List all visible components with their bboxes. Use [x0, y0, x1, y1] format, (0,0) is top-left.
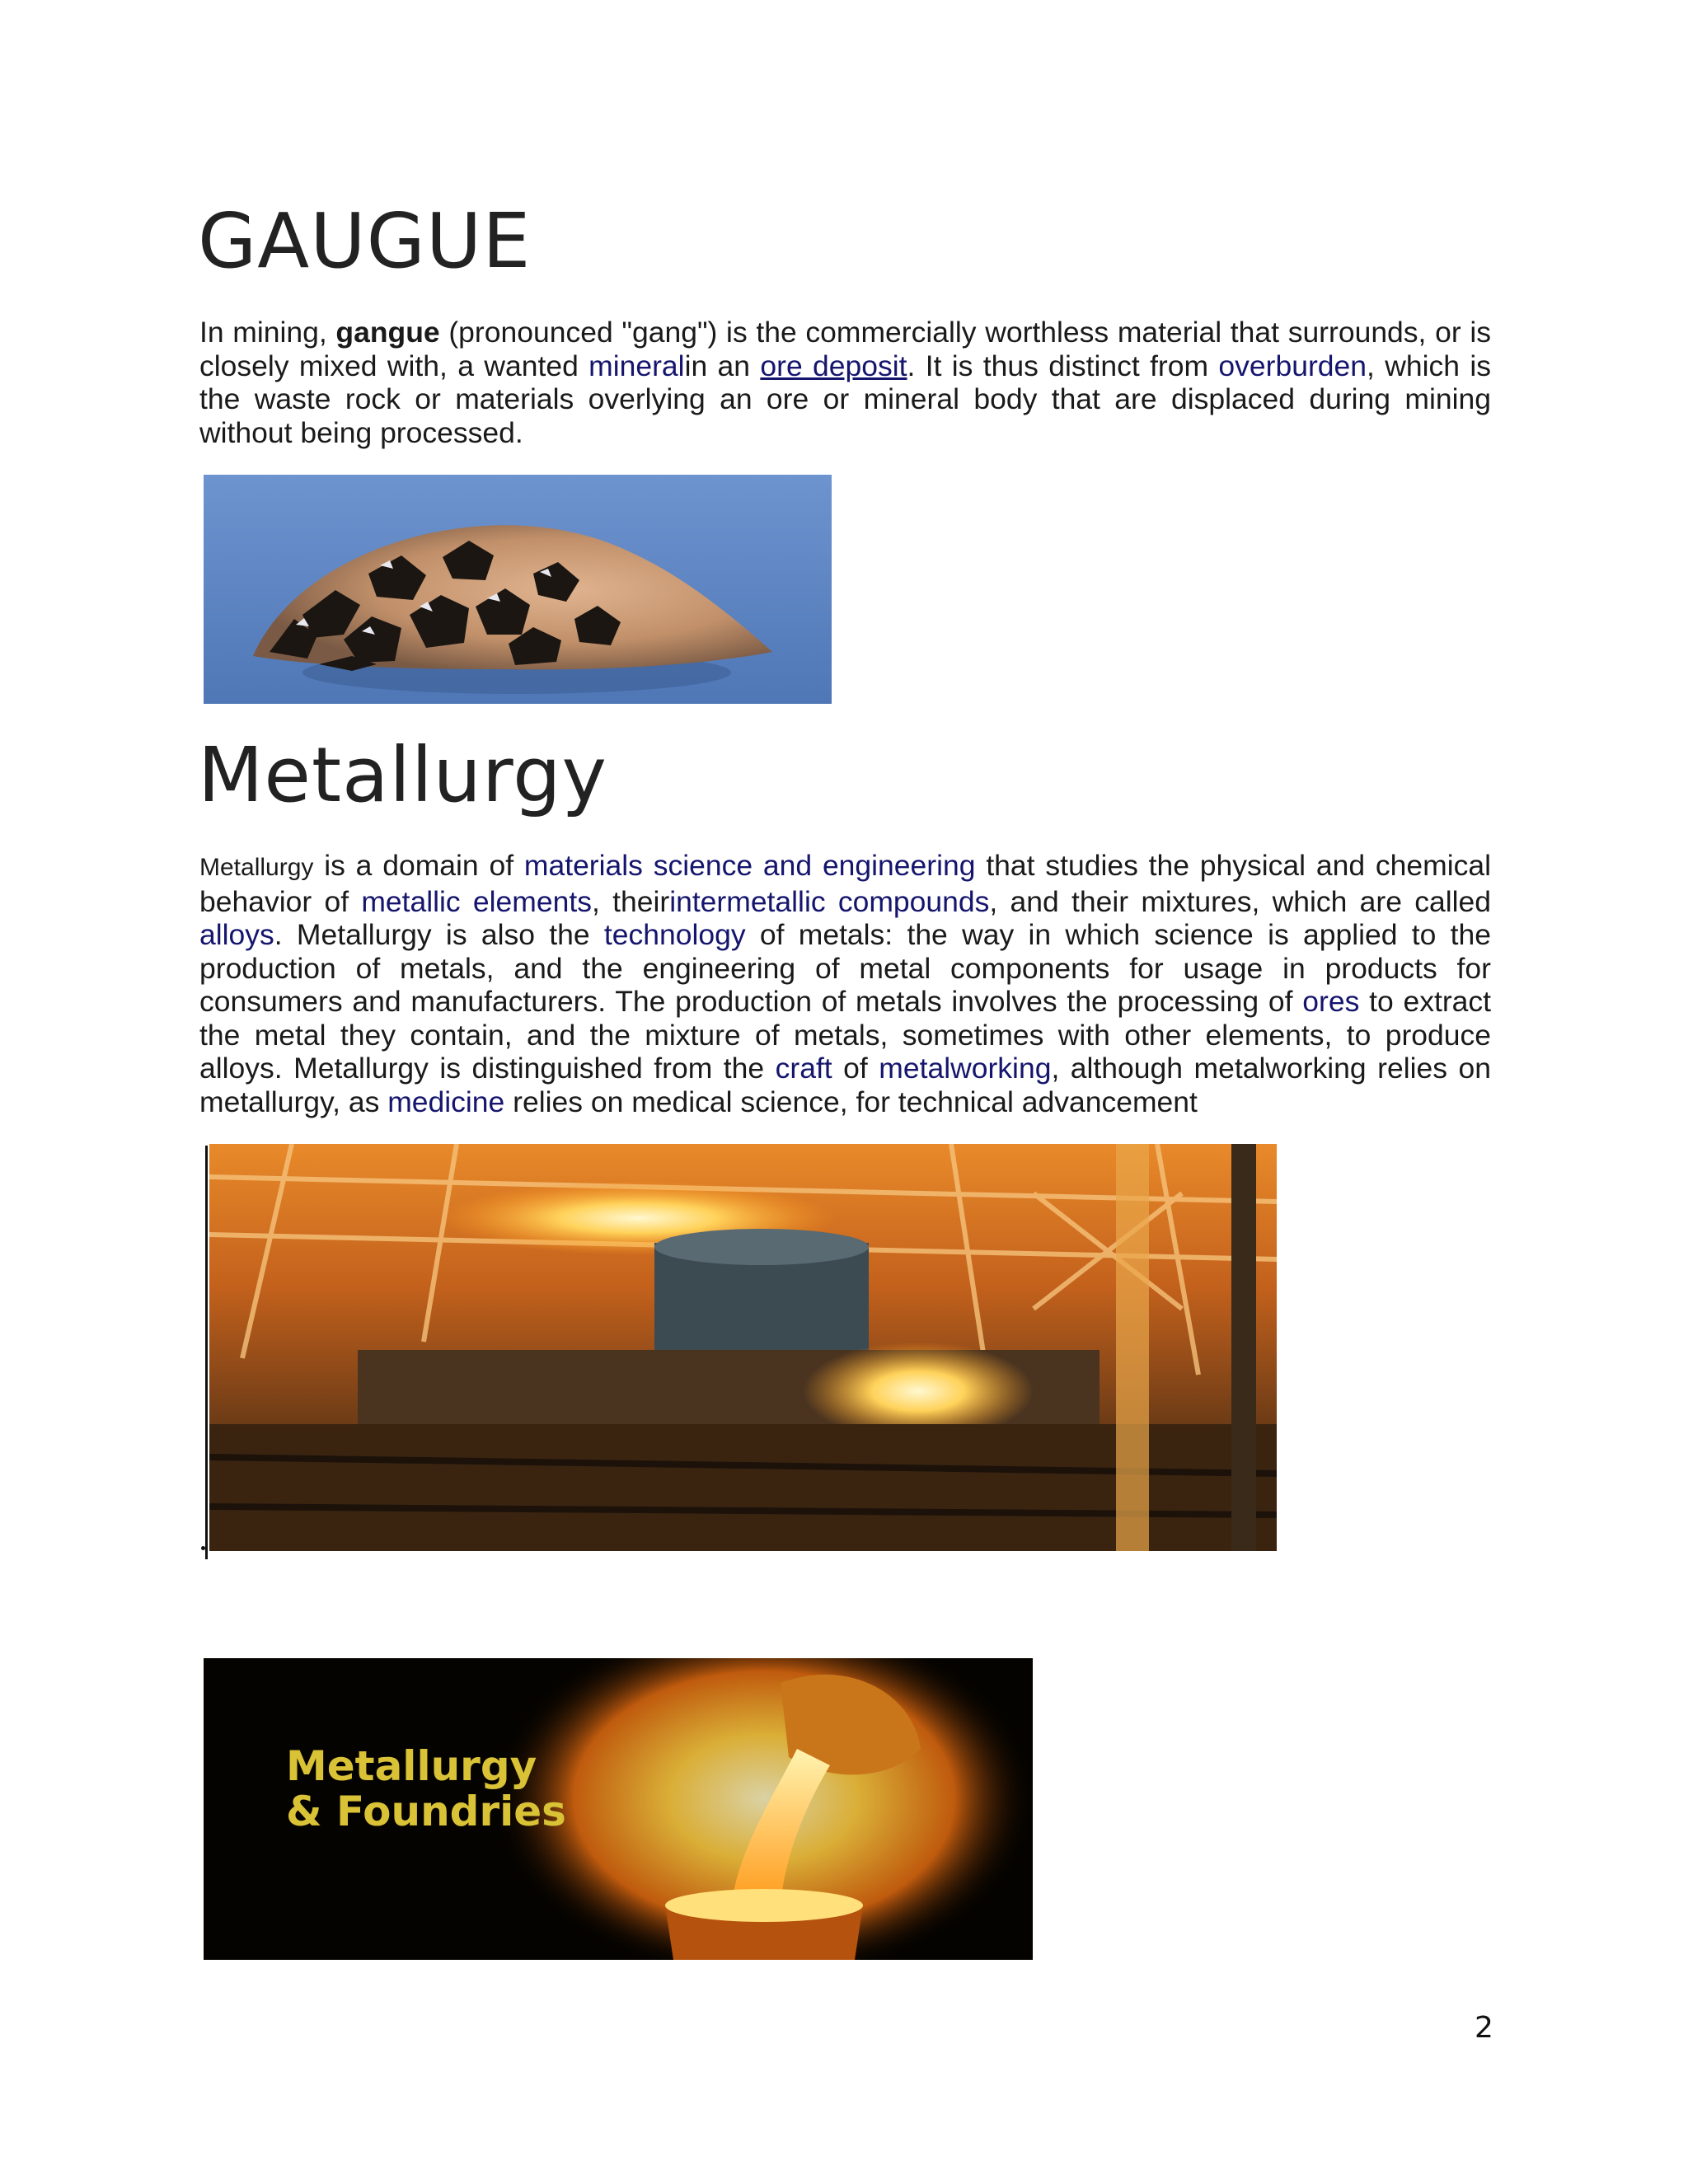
metallurgy-paragraph — [199, 849, 1491, 1118]
heading-metallurgy: Metallurgy — [198, 731, 607, 819]
gangue-paragraph — [199, 316, 1491, 449]
lead-word: Metallurgy — [199, 854, 314, 881]
text-run: , and their mixtures, which are called — [989, 884, 1491, 918]
link-metalworking[interactable]: metalworking — [879, 1052, 1052, 1085]
heading-gangue: GAUGUE — [198, 197, 532, 285]
text-run: (pronounced "gang") is the commercially worthless material that surrounds, or is closely mixed with, a wanted — [199, 316, 1491, 382]
text-run: In mining, — [199, 316, 336, 349]
text-run: that studies the physical and chemical behavior of — [199, 849, 1491, 918]
text-run: . It is thus distinct from — [907, 349, 1219, 382]
page-number: 2 — [1475, 2011, 1493, 2045]
text-run: is a domain of — [313, 849, 524, 882]
banner-line2: & Foundries — [286, 1788, 566, 1835]
link-materials-science[interactable]: materials science and engineering — [523, 849, 976, 882]
text-run: , although metalworking relies on metallurgy, as — [199, 1052, 1491, 1118]
metallurgy-foundries-banner — [204, 1658, 1033, 1960]
link-metallic-elements[interactable]: metallic elements — [361, 884, 592, 918]
link-alloys[interactable]: alloys — [199, 918, 274, 951]
stray-dot — [201, 1546, 205, 1550]
text-run: in an — [684, 349, 761, 382]
text-run: , their — [591, 884, 670, 918]
link-intermetallic-compounds[interactable]: intermetallic compounds — [669, 884, 990, 918]
text-cursor — [205, 1146, 208, 1559]
text-run: relies on medical science, for technical advancement — [504, 1085, 1198, 1118]
link-mineral[interactable]: mineral — [588, 349, 685, 382]
bold-term: gangue — [335, 316, 440, 349]
link-ore-deposit[interactable]: ore deposit — [760, 349, 907, 382]
link-technology[interactable]: technology — [603, 918, 746, 951]
text-run: to extract the metal they contain, and the mixture of metals, sometimes with other elements, to produce alloys. Metallurgy is distinguished from the — [199, 985, 1491, 1085]
text-run: , which is the waste rock or materials overlying an ore or mineral body that are displaced during mining without being processed. — [199, 349, 1491, 449]
banner-line1: Metallurgy — [286, 1742, 537, 1790]
link-medicine[interactable]: medicine — [387, 1085, 505, 1118]
text-run: . Metallurgy is also the — [274, 918, 604, 951]
text-run: of metals: the way in which science is applied to the production of metals, and the engineering of metal components for usage in products for consumers and manufacturers. The production of metals involves the processing of — [199, 918, 1491, 1018]
link-overburden[interactable]: overburden — [1218, 349, 1367, 382]
link-craft[interactable]: craft — [775, 1052, 832, 1085]
gangue-mineral-photo — [204, 475, 832, 704]
text-run: of — [832, 1052, 879, 1085]
link-ores[interactable]: ores — [1302, 985, 1360, 1018]
steel-mill-photo — [209, 1144, 1277, 1551]
